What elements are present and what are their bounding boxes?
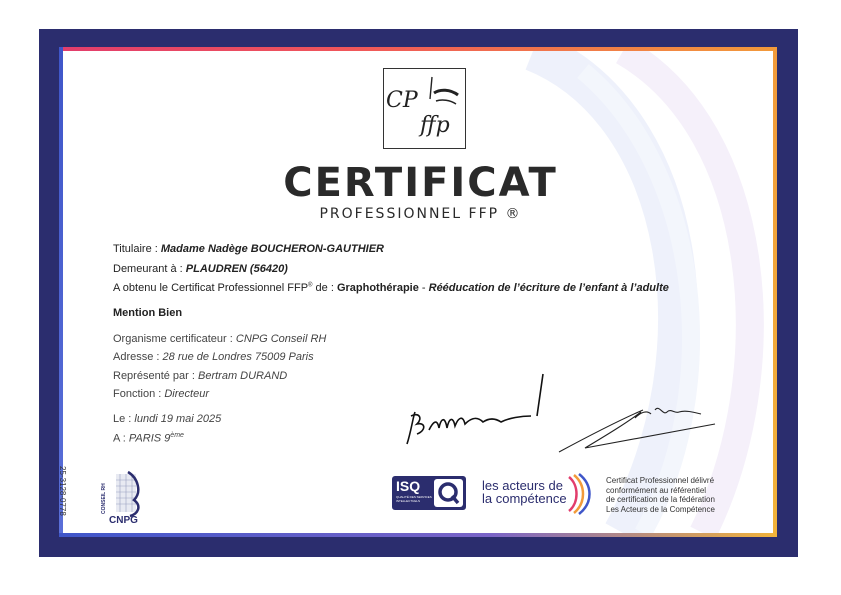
holder-value: Madame Nadège BOUCHERON-GAUTHIER (160, 243, 384, 255)
obtained-detail: Rééducation de l’écriture de l’enfant à l’adulte (428, 282, 669, 294)
place-sup: ème (170, 432, 184, 439)
acteurs-arcs-icon (565, 473, 593, 515)
acteurs-line1: les acteurs de (482, 478, 563, 493)
place-number: 9 (164, 432, 171, 445)
cert-note-line: conformément au référentiel (606, 485, 707, 495)
certificate-title: CERTIFICAT (283, 160, 558, 206)
left-accent-stripe (59, 47, 63, 537)
function-value: Directeur (164, 388, 209, 400)
signature-director (405, 372, 555, 452)
organisation-value: CNPG Conseil RH (235, 333, 327, 345)
right-accent-stripe (773, 47, 777, 537)
residence-value: PLAUDREN (56420) (185, 263, 288, 275)
represented-label: Représenté par : (113, 370, 198, 382)
logo-ffp-text: ffp (420, 113, 450, 138)
obtained-line (113, 282, 669, 294)
isq-text: QUALITÉ DES SERVICES INTELLECTUELS (396, 495, 432, 503)
date-label: Le : (113, 413, 135, 425)
function-line (113, 388, 209, 400)
place-label: A : (113, 432, 129, 445)
certification-note (606, 476, 715, 514)
cert-note-line: Certificat Professionnel délivré (606, 476, 715, 485)
represented-value: Bertram DURAND (198, 370, 288, 382)
signature-representative (555, 402, 735, 457)
address-label: Adresse : (113, 351, 163, 363)
mention: Mention Bien (113, 307, 183, 319)
cnpg-top-label: CONSEIL RH (101, 483, 107, 514)
date-line (113, 413, 221, 425)
function-label: Fonction : (113, 388, 165, 400)
cnpg-name: CNPG (109, 515, 138, 526)
address-value: 28 rue de Londres 75009 Paris (162, 351, 314, 363)
holder-line (113, 243, 384, 255)
logo-cp-text: CP (386, 88, 418, 113)
acteurs-logo-text (482, 479, 567, 505)
certificate-subtitle: PROFESSIONNEL FFP ® (319, 206, 522, 222)
cnpg-top-label-wrap (101, 478, 113, 514)
address-line (113, 351, 314, 363)
acteurs-line2: la compétence (482, 491, 567, 506)
organisation-line (113, 333, 326, 345)
obtained-prefix: A obtenu le Certificat Professionnel FFP (113, 282, 309, 294)
place-line (113, 432, 184, 445)
obtained-sep: - (418, 282, 429, 294)
isq-mark: ISQ (396, 478, 421, 494)
residence-line (113, 263, 288, 275)
obtained-reg: ® (308, 282, 313, 289)
date-value: lundi 19 mai 2025 (134, 413, 222, 425)
residence-label: Demeurant à : (113, 263, 186, 275)
obtained-field: Graphothérapie (336, 282, 419, 294)
serial-number: 25-3128-0778 (58, 466, 67, 516)
cert-note-line: de certification de la fédération (606, 495, 715, 504)
top-accent-stripe (59, 47, 777, 51)
organisation-label: Organisme certificateur : (113, 333, 236, 345)
represented-line (113, 370, 287, 382)
bottom-accent-stripe (59, 533, 777, 537)
place-value: PARIS (128, 432, 165, 445)
obtained-mid: de : (312, 282, 337, 294)
cert-note-line: Les Acteurs de la Compétence (606, 504, 715, 514)
holder-label: Titulaire : (113, 243, 161, 255)
